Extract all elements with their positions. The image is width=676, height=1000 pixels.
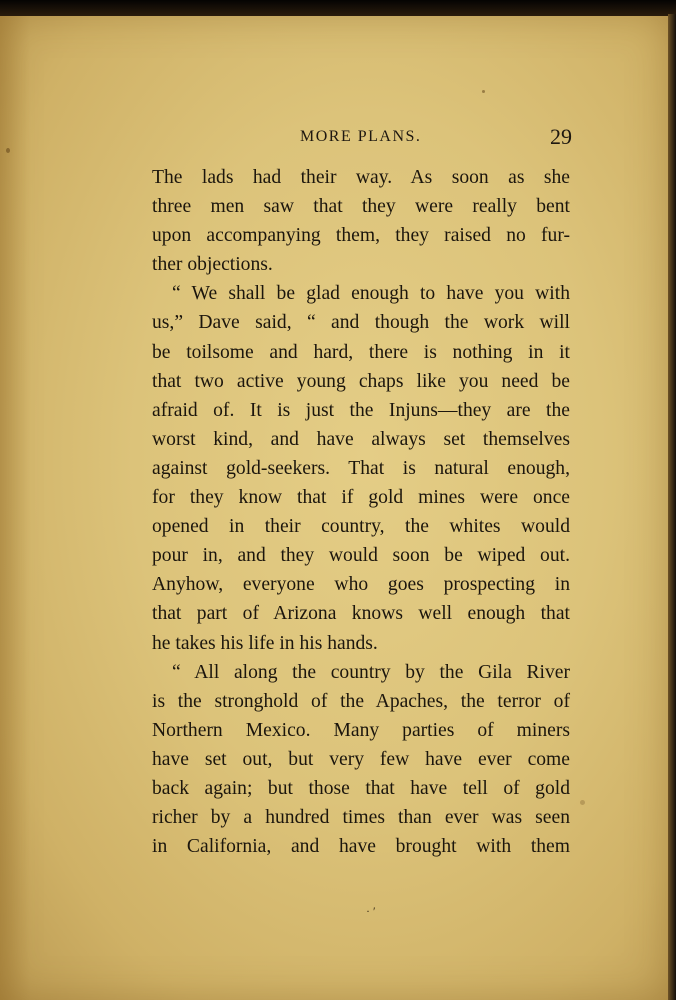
text-line: Northern Mexico. Many parties of miners — [152, 719, 570, 741]
text-line: have set out, but very few have ever come — [152, 748, 570, 770]
text-line: three men saw that they were really bent — [152, 196, 570, 218]
text-line: pour in, and they would soon be wiped out. — [152, 545, 570, 567]
body-text — [152, 163, 570, 861]
text-line: that part of Arizona knows well enough that — [152, 603, 570, 625]
text-line: The lads had their way. As soon as she — [152, 167, 570, 188]
printer-mark: · ′ — [366, 904, 376, 918]
text-line: be toilsome and hard, there is nothing in it — [152, 341, 570, 363]
page-gutter-shading — [0, 14, 30, 1000]
text-line: us,” Dave said, “ and though the work will — [152, 312, 570, 334]
text-line: “ All along the country by the Gila River — [172, 661, 570, 683]
page-header — [152, 124, 572, 154]
text-line: against gold-seekers. That is natural enough, — [152, 457, 570, 479]
text-line: that two active young chaps like you need be — [152, 370, 570, 392]
text-line: afraid of. It is just the Injuns—they are the — [152, 399, 570, 421]
text-line: is the stronghold of the Apaches, the terror of — [152, 690, 570, 712]
text-line: back again; but those that have tell of gold — [152, 777, 570, 799]
right-page-edge — [668, 14, 676, 1000]
text-line: “ We shall be glad enough to have you with — [172, 283, 570, 305]
text-line: Anyhow, everyone who goes prospecting in — [152, 574, 570, 596]
text-line: opened in their country, the whites would — [152, 516, 570, 538]
text-line: for they know that if gold mines were once — [152, 487, 570, 509]
text-line: he takes his life in his hands. — [152, 632, 378, 654]
text-line: worst kind, and have always set themselves — [152, 428, 570, 450]
running-head: MORE PLANS. — [300, 128, 422, 145]
page-number: 29 — [550, 124, 572, 149]
text-line: ther objections. — [152, 254, 273, 276]
paper-speck — [580, 800, 585, 805]
paper-speck — [482, 90, 485, 93]
text-line: in California, and have brought with them — [152, 836, 570, 858]
text-line: upon accompanying them, they raised no fur- — [152, 225, 570, 247]
text-line: richer by a hundred times than ever was seen — [152, 807, 570, 829]
top-binding-edge — [0, 0, 676, 16]
paper-speck — [6, 148, 10, 153]
